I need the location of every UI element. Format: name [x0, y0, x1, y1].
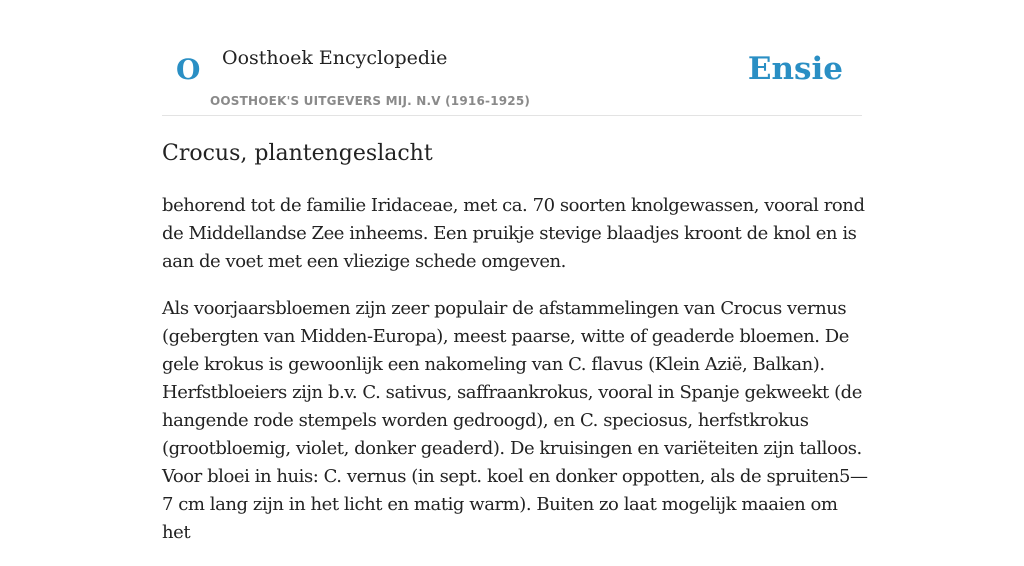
- entry-title: Crocus, plantengeslacht: [162, 141, 433, 166]
- entry-paragraph: behorend tot de familie Iridaceae, met ca. 70 soorten knolgewassen, vooral rond de Middellandse Zee inheems. Een pruikje stevige blaadjes kroont de knol en is aan de voet met een vliezige schede omgeven.: [162, 195, 865, 272]
- publisher-subtitle: OOSTHOEK'S UITGEVERS MIJ. N.V (1916-1925): [210, 94, 531, 108]
- entry-paragraph: Als voorjaarsbloemen zijn zeer populair de afstammelingen van Crocus vernus (gebergten van Midden-Europa), meest paarse, witte of geaderde bloemen. De gele krokus is gewoonlijk een nakomeling van C. flavus (Klein Azië, Balkan). Herfstbloeiers zijn b.v. C. sativus, saffraankrokus, vooral in Spanje gekweekt (de hangende rode stempels worden gedroogd), en C. speciosus, herfstkrokus (grootbloemig, violet, donker geaderd). De kruisingen en variëteiten zijn talloos. Voor bloei in huis: C. vernus (in sept. koel en donker oppotten, als de spruiten5—7 cm lang zijn in het licht en matig warm). Buiten zo laat mogelijk maaien om het: [162, 298, 868, 543]
- site-title[interactable]: Oosthoek Encyclopedie: [222, 47, 448, 69]
- site-header: [162, 0, 862, 116]
- logo-icon[interactable]: O: [176, 53, 201, 86]
- brand-logo[interactable]: Ensie: [747, 51, 843, 87]
- entry-body: [162, 192, 870, 566]
- article-card: [162, 0, 868, 543]
